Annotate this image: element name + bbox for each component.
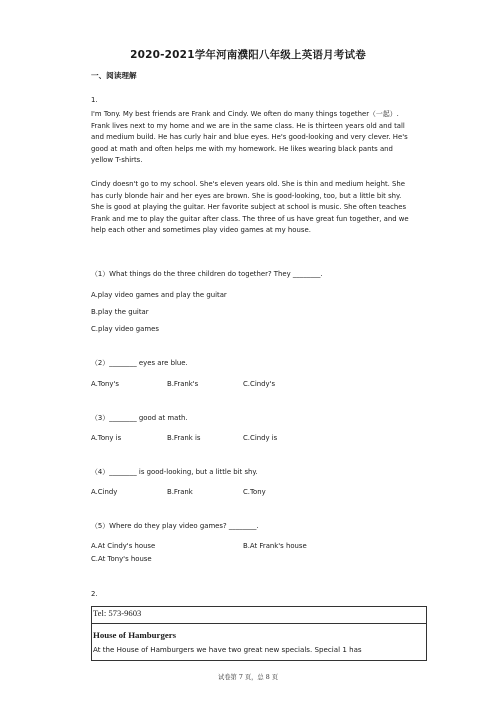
passage-line: good at math and often helps me with my homework. He likes wearing black pants and	[91, 144, 393, 153]
passage-line: I'm Tony. My best friends are Frank and Cindy. We often do many things together（一起）.	[91, 110, 399, 118]
option-a: A.play video games and play the guitar	[91, 291, 227, 299]
divider	[92, 623, 426, 624]
section-heading: 一、阅读理解	[91, 71, 137, 80]
question-stem-4: （4）________ is good-looking, but a little bit shy.	[91, 468, 258, 476]
ad-text: At the House of Hamburgers we have two great new specials. Special 1 has	[93, 645, 362, 654]
passage-line: has curly blonde hair and her eyes are brown. She is good-looking, too, but a little bit shy.	[91, 191, 402, 200]
option-c: C.At Tony's house	[91, 555, 152, 563]
passage-line: Frank and me to play the guitar after class. The three of us have great fun together, and we	[91, 214, 409, 223]
page-title: 2020-2021学年河南濮阳八年级上英语月考试卷	[130, 49, 366, 61]
passage-line: She is good at playing the guitar. Her favorite subject at school is music. She often teaches	[91, 203, 407, 212]
question-stem-5: （5）Where do they play video games? ________.	[91, 522, 259, 530]
question-number: 2.	[91, 590, 98, 598]
passage-paragraph-2	[91, 179, 421, 237]
passage-paragraph-1	[91, 109, 421, 167]
passage-line: Cindy doesn't go to my school. She's eleven years old. She is thin and medium height. She	[91, 180, 406, 188]
option-a: A.Cindy	[91, 488, 118, 496]
option-a: A.At Cindy's house	[91, 542, 156, 550]
option-b: B.Frank's	[167, 380, 199, 388]
option-c: C.play video games	[91, 325, 159, 333]
phone-number: Tel: 573-9603	[93, 608, 142, 618]
option-b: B.Frank is	[167, 434, 201, 442]
option-c: C.Cindy is	[243, 434, 278, 442]
question-number: 1.	[91, 96, 98, 104]
option-b: B.At Frank's house	[243, 542, 307, 550]
ad-title: House of Hamburgers	[93, 630, 177, 640]
passage-line: yellow T-shirts.	[91, 156, 143, 165]
option-c: C.Tony	[243, 488, 266, 496]
option-a: A.Tony is	[91, 434, 122, 442]
option-b: B.Frank	[167, 488, 193, 496]
option-b: B.play the guitar	[91, 308, 149, 316]
passage-line: Frank lives next to my home and we are in the same class. He is thirteen years old and tall	[91, 121, 405, 130]
question-stem-1: （1）What things do the three children do together? They ________.	[91, 270, 323, 278]
passage-line: help each other and sometimes play video games at my house.	[91, 226, 311, 235]
advertisement-box	[91, 606, 427, 661]
question-stem-3: （3）________ good at math.	[91, 414, 188, 422]
page-footer: 试卷第 7 页，总 8 页	[217, 674, 279, 681]
question-stem-2: （2）________ eyes are blue.	[91, 359, 188, 367]
passage-line: and medium build. He has curly hair and blue eyes. He's good-looking and very clever. He's	[91, 133, 408, 142]
option-a: A.Tony's	[91, 380, 119, 388]
option-c: C.Cindy's	[243, 380, 276, 388]
